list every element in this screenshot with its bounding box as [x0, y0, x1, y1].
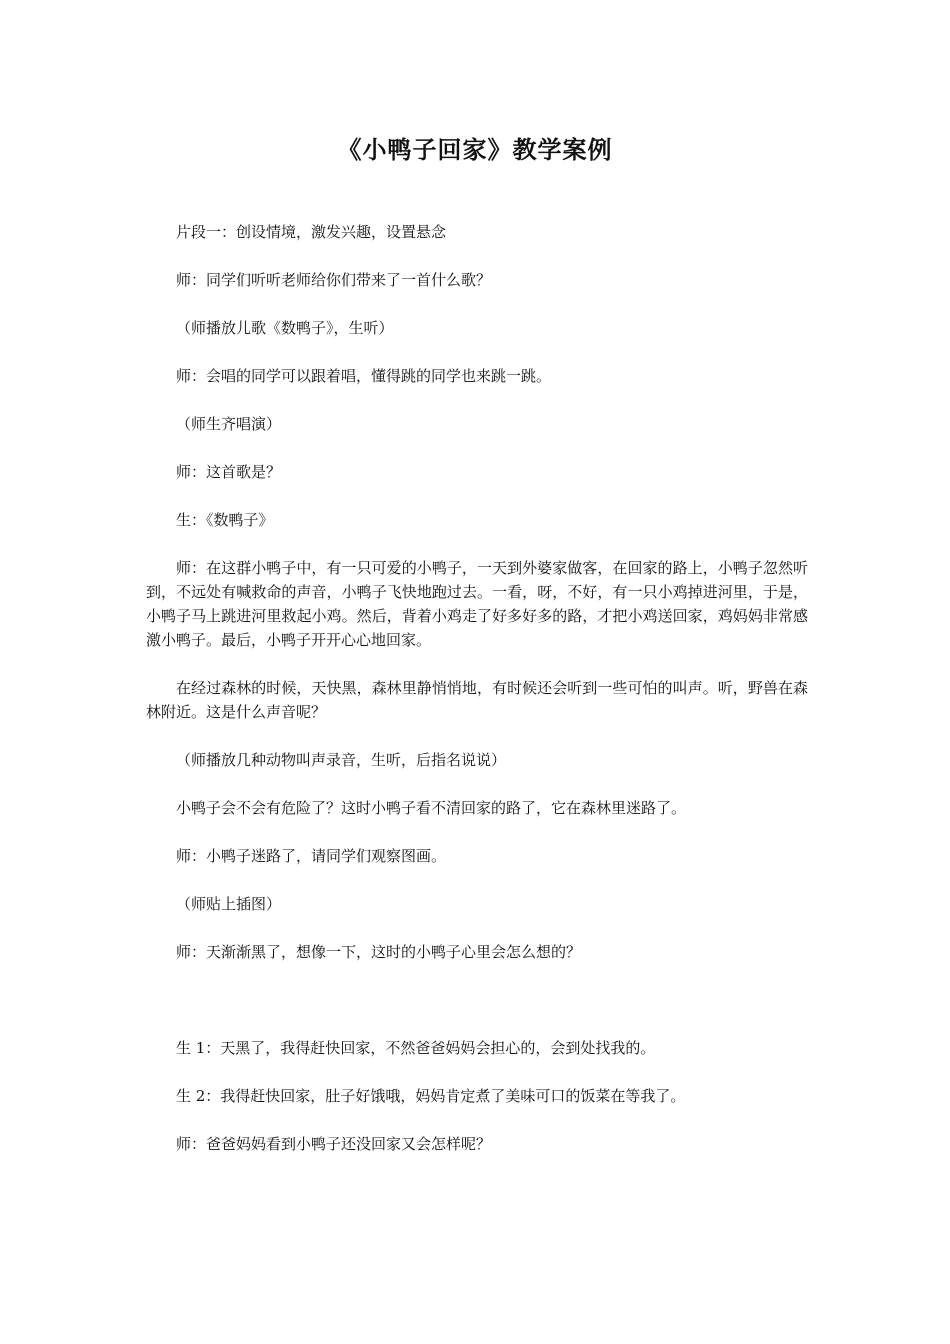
paragraph: 小鸭子会不会有危险了？这时小鸭子看不清回家的路了，它在森林里迷路了。 — [176, 799, 687, 817]
paragraph: （师贴上插图） — [176, 895, 282, 913]
document-body — [146, 220, 808, 1156]
paragraph: 师：在这群小鸭子中，有一只可爱的小鸭子，一天到外婆家做客，在回家的路上，小鸭子忽然听到，不远处有喊救命的声音，小鸭子飞快地跑过去。一看，呀，不好，有一只小鸡掉进河里，于是，小鸭子马上跳进河里救起小鸡。然后，背着小鸡走了好多好多的路，才把小鸡送回家，鸡妈妈非常感激小鸭子。最后，小鸭子开开心心地回家。 — [146, 559, 808, 649]
paragraph: 师：爸爸妈妈看到小鸭子还没回家又会怎样呢？ — [176, 1135, 492, 1153]
document-title: 《小鸭子回家》教学案例 — [337, 135, 613, 164]
paragraph-segment-heading: 片段一：创设情境，激发兴趣，设置悬念 — [176, 223, 447, 241]
paragraph: 生 2：我得赶快回家，肚子好饿哦，妈妈肯定煮了美味可口的饭菜在等我了。 — [176, 1087, 686, 1105]
paragraph: 生：《数鸭子》 — [176, 511, 274, 529]
paragraph: 师：这首歌是？ — [176, 463, 282, 481]
paragraph: 师：同学们听听老师给你们带来了一首什么歌？ — [176, 271, 492, 289]
paragraph: 师：天渐渐黑了，想像一下，这时的小鸭子心里会怎么想的？ — [176, 943, 582, 961]
paragraph: （师播放儿歌《数鸭子》，生听） — [176, 319, 394, 337]
paragraph: 在经过森林的时候，天快黑，森林里静悄悄地，有时候还会听到一些可怕的叫声。听，野兽在森林附近。这是什么声音呢？ — [146, 679, 808, 721]
paragraph: 师：小鸭子迷路了，请同学们观察图画。 — [176, 847, 447, 865]
paragraph: 师：会唱的同学可以跟着唱，懂得跳的同学也来跳一跳。 — [176, 367, 552, 385]
paragraph: （师生齐唱演） — [176, 415, 282, 433]
paragraph: 生 1：天黑了，我得赶快回家，不然爸爸妈妈会担心的，会到处找我的。 — [176, 1039, 656, 1057]
paragraph: （师播放几种动物叫声录音，生听，后指名说说） — [176, 751, 507, 769]
